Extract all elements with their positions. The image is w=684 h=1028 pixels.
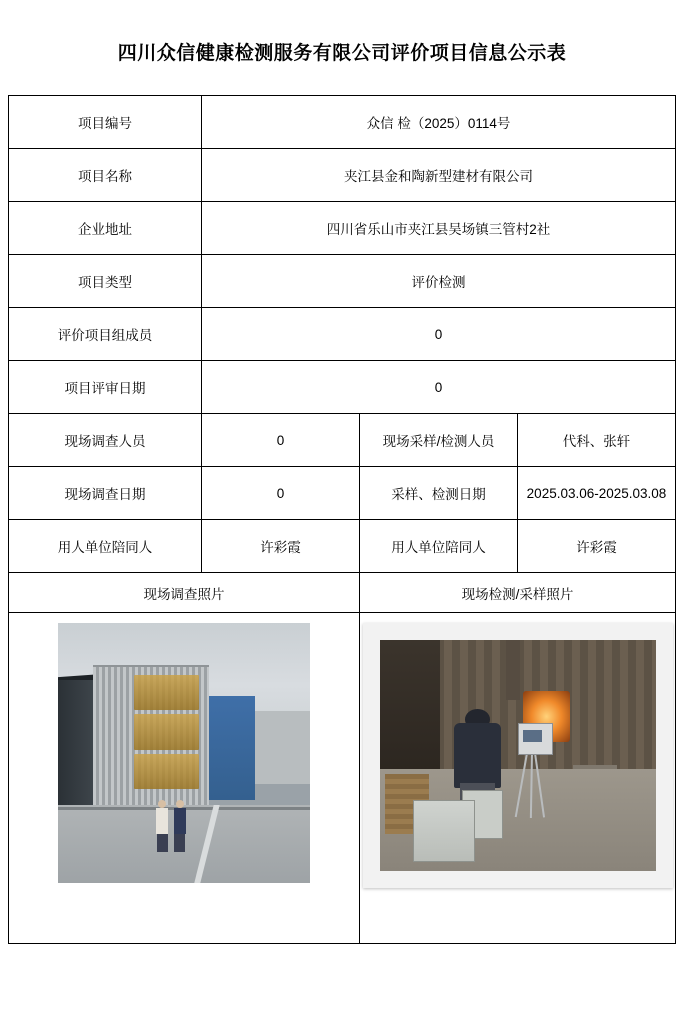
row-value-left: 许彩霞 [202,520,360,573]
table-row [9,308,676,361]
row-label-right: 现场采样/检测人员 [360,414,518,467]
photo-sign-char [134,714,200,749]
photo-board-panel [413,800,476,862]
row-label-right: 采样、检测日期 [360,467,518,520]
row-label-left: 现场调查日期 [9,467,202,520]
photo-worker-body [454,723,501,788]
photo-blue-building [204,696,254,800]
photo-header-left: 现场调查照片 [9,573,360,613]
table-row [9,149,676,202]
row-value-right: 2025.03.06-2025.03.08 [518,467,676,520]
site-survey-photo [58,623,310,883]
row-value-left: 0 [202,467,360,520]
info-table [8,95,676,944]
table-row [9,520,676,573]
row-label-left: 现场调查人员 [9,414,202,467]
row-value: 0 [202,308,676,361]
photo-chimney [506,640,520,700]
table-row [9,361,676,414]
photo-sign-char [134,675,200,710]
photo-cell-right [360,613,676,944]
photo-header-row [9,573,676,613]
photo-sign-board [134,675,200,789]
photo-person [156,800,168,852]
photo-row [9,613,676,944]
detection-sampling-photo [380,640,656,871]
row-label: 项目评审日期 [9,361,202,414]
row-label: 企业地址 [9,202,202,255]
row-label: 项目类型 [9,255,202,308]
row-label-right: 用人单位陪同人 [360,520,518,573]
row-value-right: 许彩霞 [518,520,676,573]
photo-device-screen [523,730,542,742]
row-value-left: 0 [202,414,360,467]
table-row [9,467,676,520]
table-row [9,202,676,255]
row-value-right: 代科、张轩 [518,414,676,467]
row-value: 四川省乐山市夹江县吴场镇三管村2社 [202,202,676,255]
photo-header-right: 现场检测/采样照片 [360,573,676,613]
row-label: 项目编号 [9,96,202,149]
photo-right-container [360,613,675,943]
row-value: 众信 检（2025）0114号 [202,96,676,149]
table-row [9,414,676,467]
photo-person [174,800,186,852]
row-label: 评价项目组成员 [9,308,202,361]
table-row [9,96,676,149]
row-value: 评价检测 [202,255,676,308]
row-value: 0 [202,361,676,414]
detection-photo-frame [363,623,673,888]
table-row [9,255,676,308]
row-label: 项目名称 [9,149,202,202]
page-title: 四川众信健康检测服务有限公司评价项目信息公示表 [117,43,567,64]
row-label-left: 用人单位陪同人 [9,520,202,573]
row-value: 夹江县金和陶新型建材有限公司 [202,149,676,202]
photo-dark-area [380,640,441,783]
photo-sign-char [134,754,200,789]
photo-cell-left [9,613,360,944]
photo-left-container [9,613,359,943]
